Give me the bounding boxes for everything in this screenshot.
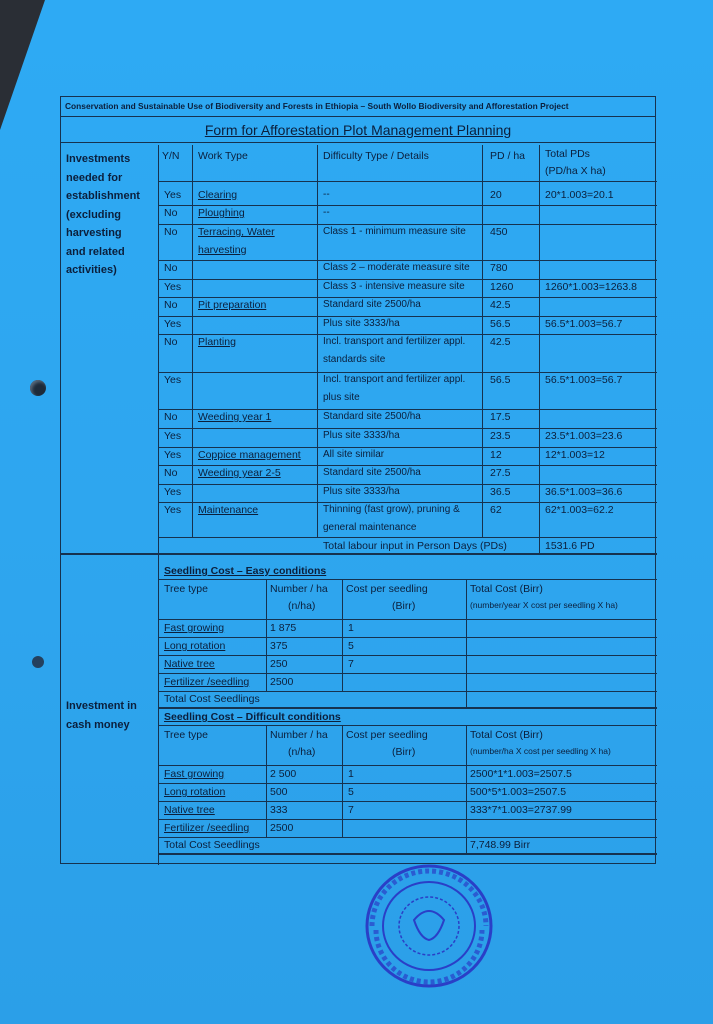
total-cost-seedlings-label: Total Cost Seedlings — [164, 839, 260, 851]
seedling-number-ha: 1 875 — [270, 622, 297, 634]
row-work-type: Weeding year 2-5 — [198, 467, 281, 479]
grid-line — [158, 691, 657, 692]
col-header-number-ha: Number / ha — [270, 729, 328, 741]
row-total-pds: 62*1.003=62.2 — [545, 504, 614, 516]
afforestation-form — [60, 96, 656, 864]
row-work-type: Maintenance — [198, 504, 259, 516]
col-header-number-ha: Number / ha — [270, 583, 328, 595]
grid-line — [158, 297, 657, 298]
row-pd-ha: 42.5 — [490, 299, 511, 311]
row-work-type: Weeding year 1 — [198, 411, 272, 423]
grid-line — [158, 819, 657, 820]
grid-line — [266, 725, 267, 837]
col-header-total-pds-sub: (PD/ha X ha) — [545, 165, 606, 177]
col-header-yn: Y/N — [162, 150, 180, 162]
investments-label-line: establishment — [66, 190, 140, 202]
investments-label — [66, 150, 140, 280]
total-labour-value: 1531.6 PD — [545, 540, 595, 552]
row-yn: Yes — [164, 189, 182, 201]
row-work-type: Planting — [198, 336, 236, 348]
seedling-tree-type: Native tree — [164, 658, 215, 670]
investments-label-line: harvesting — [66, 227, 122, 239]
seedling-cost: 1 — [348, 768, 354, 780]
seedling-total-cost: 2500*1*1.003=2507.5 — [470, 768, 572, 780]
row-detail: -- — [323, 207, 330, 218]
seedling-total-cost: 500*5*1.003=2507.5 — [470, 786, 567, 798]
row-yn: No — [164, 411, 178, 423]
row-pd-ha: 780 — [490, 262, 508, 274]
grid-line — [158, 725, 657, 726]
row-detail: All site similar — [323, 449, 385, 460]
grid-line — [158, 765, 657, 766]
row-yn: Yes — [164, 374, 182, 386]
grid-line — [158, 655, 657, 656]
col-header-work-type: Work Type — [198, 150, 248, 162]
seedling-number-ha: 375 — [270, 640, 288, 652]
seedling-cost: 7 — [348, 658, 354, 670]
col-header-number-ha-sub: (n/ha) — [288, 600, 316, 612]
seedling-total-cost: 333*7*1.003=2737.99 — [470, 804, 572, 816]
row-detail: -- — [323, 189, 330, 200]
row-detail: Plus site 3333/ha — [323, 318, 400, 329]
row-pd-ha: 56.5 — [490, 374, 511, 386]
seedling-cost: 5 — [348, 786, 354, 798]
seedling-tree-type: Fertilizer /seedling — [164, 822, 250, 834]
row-work-type-cont: harvesting — [198, 244, 247, 256]
seedling-tree-type: Long rotation — [164, 786, 226, 798]
row-total-pds: 56.5*1.003=56.7 — [545, 318, 623, 330]
folded-corner — [0, 0, 45, 130]
row-detail-cont: plus site — [323, 392, 360, 403]
row-work-type: Terracing, Water — [198, 226, 275, 238]
col-header-cost-per-seedling-sub: (Birr) — [392, 600, 416, 612]
col-header-total-cost: Total Cost (Birr) — [470, 729, 543, 741]
row-total-pds: 20*1.003=20.1 — [545, 189, 614, 201]
row-yn: Yes — [164, 281, 182, 293]
row-yn: Yes — [164, 449, 182, 461]
cash-money-label-line: cash money — [66, 718, 130, 731]
investments-label-line: activities) — [66, 264, 117, 276]
seedling-tree-type: Native tree — [164, 804, 215, 816]
row-detail: Standard site 2500/ha — [323, 299, 421, 310]
col-header-tree-type: Tree type — [164, 583, 208, 595]
row-pd-ha: 62 — [490, 504, 502, 516]
grid-line — [158, 279, 657, 280]
grid-line — [466, 579, 467, 707]
grid-line — [158, 837, 657, 838]
row-work-type: Clearing — [198, 189, 238, 201]
seedling-number-ha: 2500 — [270, 676, 294, 688]
seedling-number-ha: 250 — [270, 658, 288, 670]
seedling-section-title: Seedling Cost – Difficult conditions — [164, 711, 341, 723]
seedling-section-title: Seedling Cost – Easy conditions — [164, 565, 327, 577]
grid-line — [61, 553, 657, 555]
row-total-pds: 36.5*1.003=36.6 — [545, 486, 623, 498]
grid-line — [158, 465, 657, 466]
row-pd-ha: 36.5 — [490, 486, 511, 498]
col-header-total-cost: Total Cost (Birr) — [470, 583, 543, 595]
row-yn: No — [164, 299, 178, 311]
row-pd-ha: 17.5 — [490, 411, 511, 423]
project-header: Conservation and Sustainable Use of Biodiversity and Forests in Ethiopia – South Wollo Biodiversity and Afforestation Project — [61, 97, 655, 117]
row-detail-cont: general maintenance — [323, 522, 417, 533]
grid-line — [158, 502, 657, 503]
row-detail-cont: standards site — [323, 354, 386, 365]
row-yn: Yes — [164, 318, 182, 330]
grid-line — [342, 725, 343, 837]
col-header-total-cost-sub: (number/year X cost per seedling X ha) — [470, 600, 618, 610]
row-pd-ha: 1260 — [490, 281, 514, 293]
grid-line — [158, 447, 657, 448]
col-header-total-cost-sub: (number/ha X cost per seedling X ha) — [470, 746, 611, 756]
row-pd-ha: 27.5 — [490, 467, 511, 479]
row-yn: No — [164, 336, 178, 348]
col-header-cost-per-seedling: Cost per seedling — [346, 583, 428, 595]
official-stamp — [362, 860, 497, 990]
seedling-cost: 7 — [348, 804, 354, 816]
row-total-pds: 23.5*1.003=23.6 — [545, 430, 623, 442]
investments-label-line: needed for — [66, 171, 123, 184]
col-header-number-ha-sub: (n/ha) — [288, 746, 316, 758]
total-labour-label: Total labour input in Person Days (PDs) — [323, 540, 507, 552]
investments-label-line: and related — [66, 245, 125, 258]
col-header-difficulty: Difficulty Type / Details — [323, 150, 429, 162]
seedling-number-ha: 2 500 — [270, 768, 297, 780]
row-detail: Incl. transport and fertilizer appl. — [323, 336, 466, 347]
seedling-tree-type: Fast growing — [164, 622, 225, 634]
grid-line — [158, 673, 657, 674]
row-detail: Class 1 - minimum measure site — [323, 226, 466, 237]
investments-label-line: (excluding — [66, 208, 122, 221]
row-detail: Class 3 - intensive measure site — [323, 281, 465, 292]
grid-line — [158, 145, 159, 553]
cash-money-label-line: Investment in — [66, 700, 137, 712]
total-cost-seedlings-value: 7,748.99 Birr — [470, 839, 531, 851]
row-work-type: Coppice management — [198, 449, 301, 461]
grid-line — [539, 145, 540, 553]
grid-line — [482, 145, 483, 537]
row-detail: Standard site 2500/ha — [323, 467, 421, 478]
row-pd-ha: 56.5 — [490, 318, 511, 330]
row-yn: Yes — [164, 504, 182, 516]
row-yn: No — [164, 226, 178, 238]
grid-line — [158, 205, 657, 206]
row-total-pds: 56.5*1.003=56.7 — [545, 374, 623, 386]
form-title: Form for Afforestation Plot Management Planning — [61, 117, 655, 143]
grid-line — [158, 484, 657, 485]
col-header-pd-ha: PD / ha — [490, 150, 526, 162]
row-detail: Plus site 3333/ha — [323, 430, 400, 441]
row-pd-ha: 12 — [490, 449, 502, 461]
grid-line — [266, 579, 267, 691]
row-work-type: Pit preparation — [198, 299, 267, 311]
grid-line — [158, 619, 657, 620]
seedling-tree-type: Long rotation — [164, 640, 226, 652]
col-header-cost-per-seedling-sub: (Birr) — [392, 746, 416, 758]
row-yn: No — [164, 467, 178, 479]
row-detail: Plus site 3333/ha — [323, 486, 400, 497]
grid-line — [158, 224, 657, 225]
row-pd-ha: 20 — [490, 189, 502, 201]
investments-label-line: Investments — [66, 153, 131, 165]
seedling-number-ha: 2500 — [270, 822, 294, 834]
row-detail: Incl. transport and fertilizer appl. — [323, 374, 466, 385]
grid-line — [158, 537, 657, 538]
total-cost-seedlings-label: Total Cost Seedlings — [164, 693, 260, 705]
row-yn: No — [164, 262, 178, 274]
row-pd-ha: 23.5 — [490, 430, 511, 442]
grid-line — [158, 637, 657, 638]
grid-line — [158, 853, 657, 855]
row-yn: No — [164, 207, 178, 219]
row-detail: Class 2 – moderate measure site — [323, 262, 470, 273]
punch-hole — [32, 656, 44, 668]
grid-line — [158, 316, 657, 317]
grid-line — [342, 579, 343, 691]
grid-line — [158, 428, 657, 429]
seedling-number-ha: 500 — [270, 786, 288, 798]
grid-line — [466, 725, 467, 853]
col-header-tree-type: Tree type — [164, 729, 208, 741]
grid-line — [158, 181, 657, 182]
row-work-type: Ploughing — [198, 207, 245, 219]
col-header-cost-per-seedling: Cost per seedling — [346, 729, 428, 741]
grid-line — [158, 372, 657, 373]
cash-money-label — [66, 697, 137, 734]
punch-hole — [30, 380, 46, 396]
row-yn: Yes — [164, 486, 182, 498]
row-detail: Thinning (fast grow), pruning & — [323, 504, 460, 515]
row-pd-ha: 450 — [490, 226, 508, 238]
row-detail: Standard site 2500/ha — [323, 411, 421, 422]
grid-line — [158, 707, 657, 709]
grid-line — [317, 145, 318, 537]
seedling-tree-type: Fast growing — [164, 768, 225, 780]
grid-line — [158, 783, 657, 784]
seedling-cost: 1 — [348, 622, 354, 634]
grid-line — [158, 579, 657, 580]
row-yn: Yes — [164, 430, 182, 442]
grid-line — [158, 260, 657, 261]
row-total-pds: 12*1.003=12 — [545, 449, 605, 461]
grid-line — [158, 801, 657, 802]
seedling-number-ha: 333 — [270, 804, 288, 816]
grid-line — [158, 409, 657, 410]
seedling-tree-type: Fertilizer /seedling — [164, 676, 250, 688]
grid-line — [158, 334, 657, 335]
seedling-cost: 5 — [348, 640, 354, 652]
row-pd-ha: 42.5 — [490, 336, 511, 348]
row-total-pds: 1260*1.003=1263.8 — [545, 281, 637, 293]
col-header-total-pds: Total PDs — [545, 148, 590, 160]
grid-line — [192, 145, 193, 537]
